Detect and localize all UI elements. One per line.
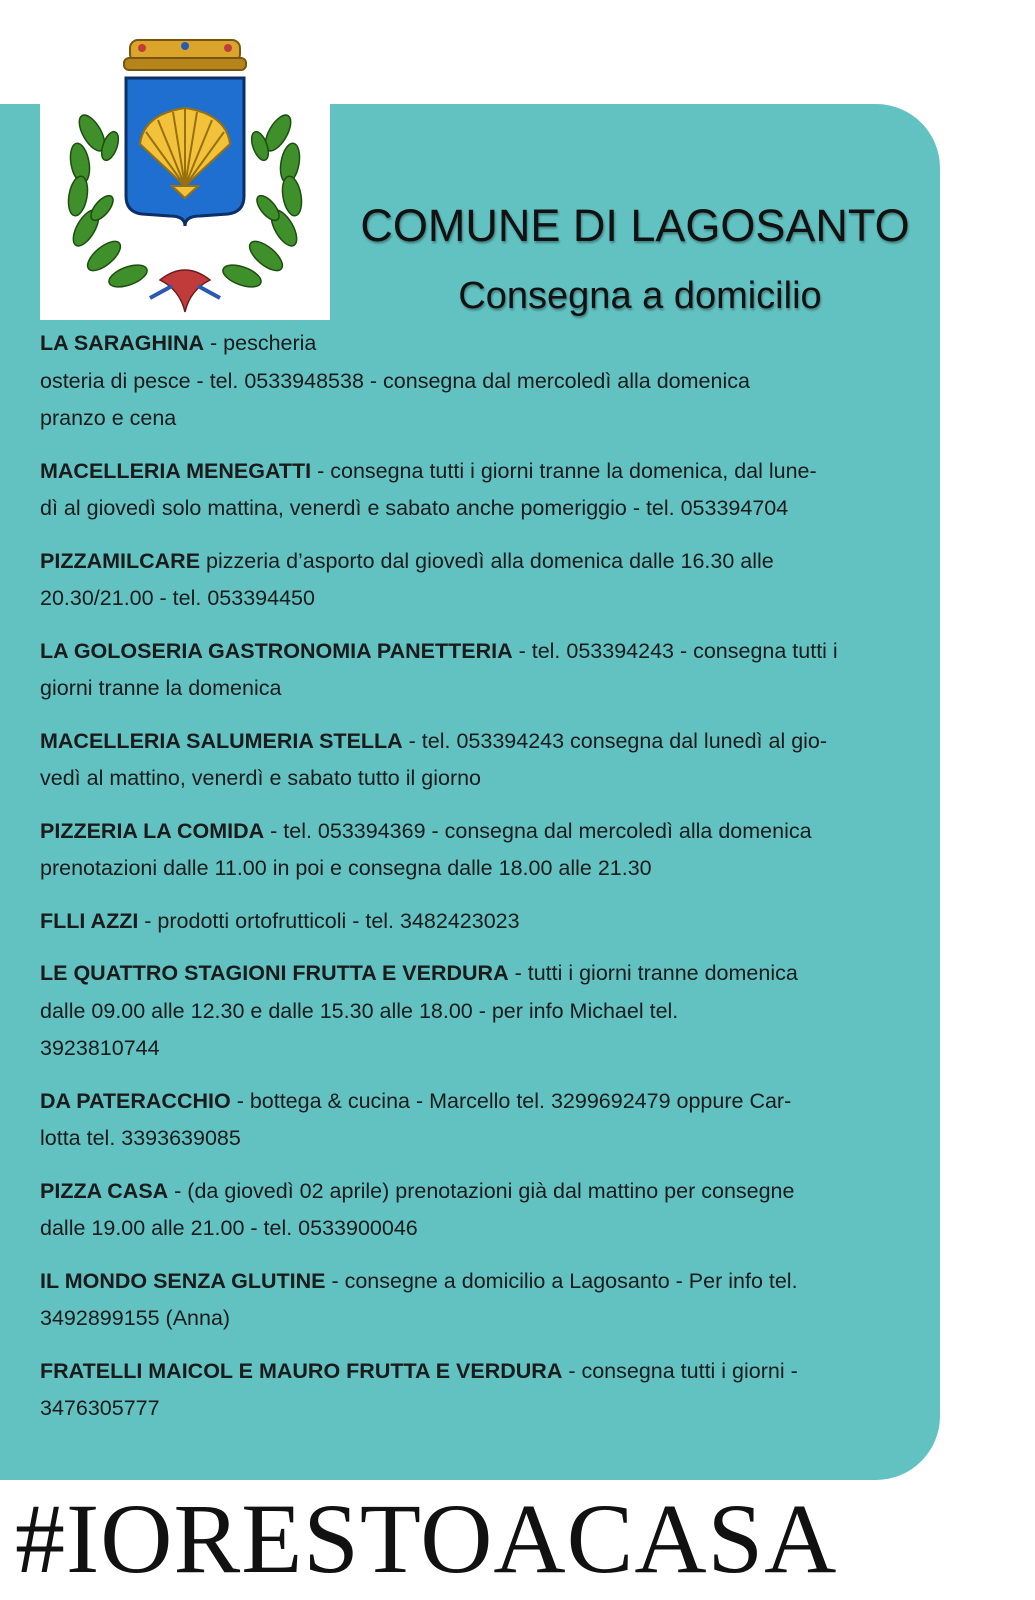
shop-details: - (da giovedì 02 aprile) prenotazioni già dal mattino per consegne dalle 19.00 alle 21.00 - tel. 0533900046	[40, 1178, 795, 1240]
list-item	[40, 903, 895, 941]
list-item	[40, 813, 895, 888]
shop-list	[40, 325, 895, 1443]
shop-name: FRATELLI MAICOL E MAURO FRUTTA E VERDURA	[40, 1358, 563, 1383]
page-subtitle: Consegna a domicilio	[458, 275, 822, 317]
shop-name: LE QUATTRO STAGIONI FRUTTA E VERDURA	[40, 961, 509, 985]
page-title: COMUNE DI LAGOSANTO	[360, 200, 910, 251]
list-item	[40, 1263, 895, 1338]
coat-of-arms-icon	[40, 28, 330, 320]
list-item	[40, 1173, 895, 1248]
shop-details: - consegna tutti i giorni - 3476305777	[40, 1358, 798, 1420]
shop-name: FLLI AZZI	[40, 908, 139, 933]
shop-name: IL MONDO SENZA GLUTINE	[40, 1268, 326, 1293]
shop-name: LA SARAGHINA	[40, 331, 205, 355]
shop-details: - prodotti ortofrutticoli - tel. 3482423023	[138, 908, 520, 933]
shop-name: PIZZAMILCARE	[40, 548, 201, 573]
shop-details: - tel. 053394243 - consegna tutti i giorni tranne la domenica	[40, 638, 838, 700]
list-item	[40, 453, 895, 528]
shop-details: - consegna tutti i giorni tranne la domenica, dal lune- dì al giovedì solo mattina, venerdì e sabato anche pomeriggio - tel. 053394704	[40, 458, 817, 520]
shop-name: DA PATERACCHIO	[40, 1088, 231, 1113]
shop-details: pizzeria d’asporto dal giovedì alla domenica dalle 16.30 alle 20.30/21.00 - tel. 053394450	[40, 548, 774, 610]
shop-details: - bottega & cucina - Marcello tel. 3299692479 oppure Car- lotta tel. 3393639085	[40, 1088, 792, 1150]
shop-details: - tutti i giorni tranne domenica dalle 09.00 alle 12.30 e dalle 15.30 alle 18.00 - per info Michael tel. 3923810744	[40, 961, 798, 1060]
shop-name: LA GOLOSERIA GASTRONOMIA PANETTERIA	[40, 638, 513, 663]
list-item	[40, 1083, 895, 1158]
shop-details: - tel. 053394243 consegna dal lunedì al gio- vedì al mattino, venerdì e sabato tutto il giorno	[40, 728, 828, 790]
list-item	[40, 723, 895, 798]
list-item	[40, 543, 895, 618]
list-item	[40, 325, 895, 438]
shop-name: PIZZA CASA	[40, 1178, 169, 1203]
shop-details: - pescheria osteria di pesce - tel. 0533948538 - consegna dal mercoledì alla domenica pranzo e cena	[40, 331, 750, 430]
list-item	[40, 633, 895, 708]
shop-details: - consegne a domicilio a Lagosanto - Per info tel. 3492899155 (Anna)	[40, 1268, 798, 1330]
shop-name: PIZZERIA LA COMIDA	[40, 818, 265, 843]
shop-name: MACELLERIA SALUMERIA STELLA	[40, 728, 403, 753]
shop-details: - tel. 053394369 - consegna dal mercoledì alla domenica prenotazioni dalle 11.00 in poi e consegna dalle 18.00 alle 21.30	[40, 818, 812, 880]
list-item	[40, 1353, 895, 1428]
list-item	[40, 955, 895, 1068]
shop-name: MACELLERIA MENEGATTI	[40, 458, 312, 483]
crest	[40, 28, 330, 320]
hashtag-footer: #IORESTOACASA	[15, 1483, 838, 1594]
